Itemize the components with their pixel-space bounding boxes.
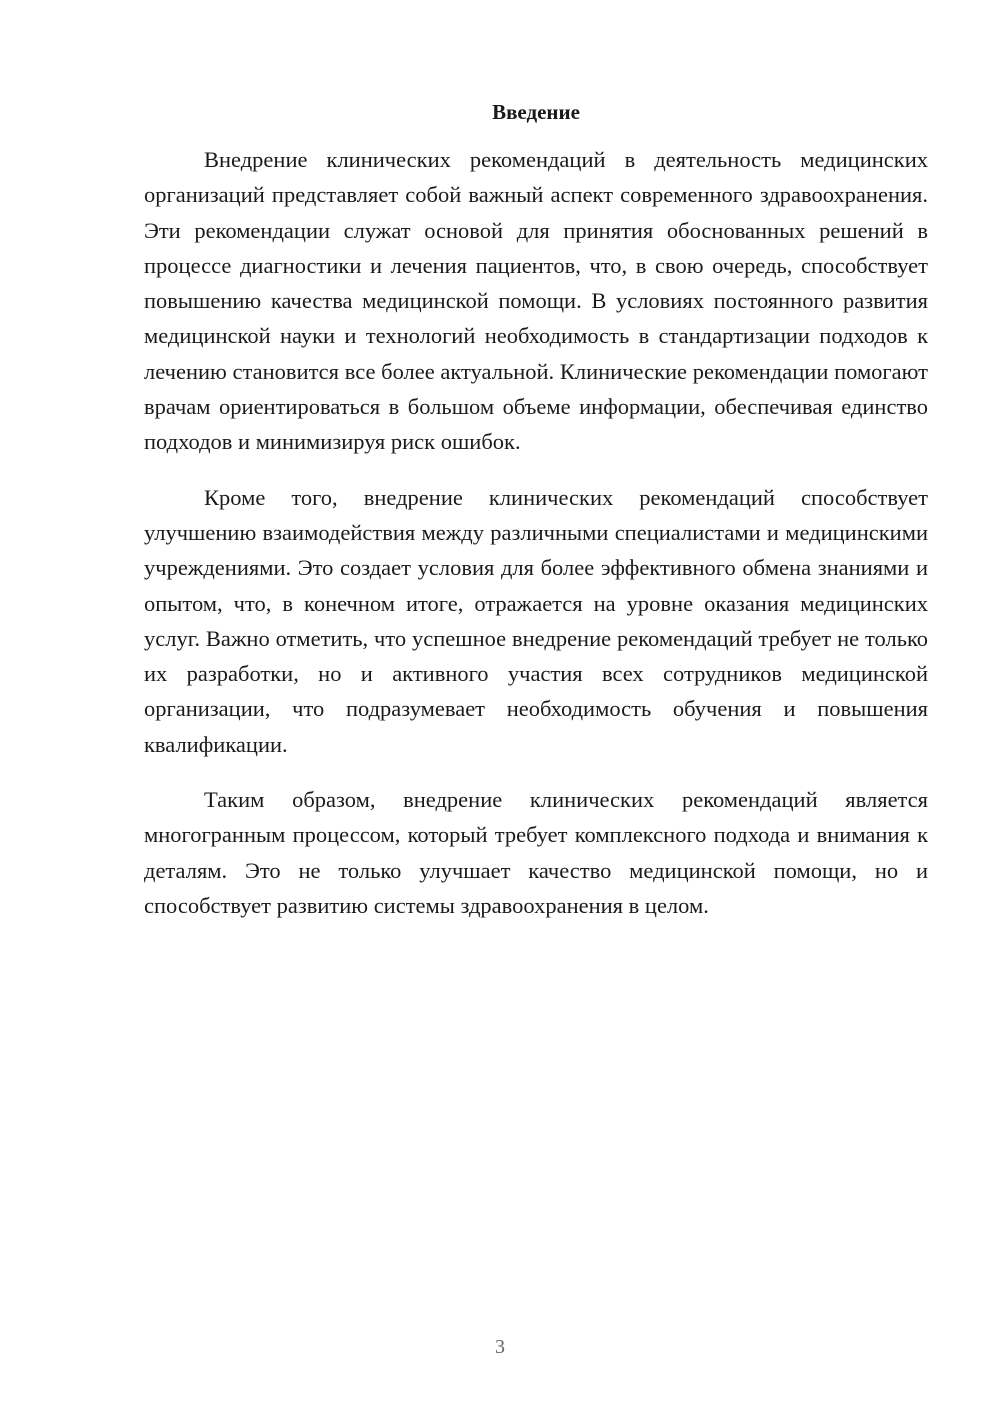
paragraph-1: Внедрение клинических рекомендаций в деятельность медицинских организаций представляет собой важный аспект современного здравоохранения. Эти рекомендации служат основой для принятия обоснованных решений в процессе диагностики и лечения пациентов, что, в свою очередь, способствует повышению качества медицинской помощи. В условиях постоянного развития медицинской науки и технологий необходимость в стандартизации подходов к лечению становится все более актуальной. Клинические рекомендации помогают врачам ориентироваться в большом объеме информации, обеспечивая единство подходов и минимизируя риск ошибок. bbox=[144, 147, 928, 455]
paragraph-3: Таким образом, внедрение клинических рекомендаций является многогранным процессом, который требует комплексного подхода и внимания к деталям. Это не только улучшает качество медицинской помощи, но и способствует развитию системы здравоохранения в целом. bbox=[144, 787, 928, 918]
paragraph-2: Кроме того, внедрение клинических рекомендаций способствует улучшению взаимодействия между различными специалистами и медицинскими учреждениями. Это создает условия для более эффективного обмена знаниями и опытом, что, в конечном итоге, отражается на уровне оказания медицинских услуг. Важно отметить, что успешное внедрение рекомендаций требует не только их разработки, но и активного участия всех сотрудников медицинской организации, что подразумевает необходимость обучения и повышения квалификации. bbox=[144, 484, 928, 757]
page-number: 3 bbox=[495, 1336, 505, 1358]
page-title: Введение bbox=[492, 100, 580, 124]
document-body bbox=[144, 142, 928, 943]
